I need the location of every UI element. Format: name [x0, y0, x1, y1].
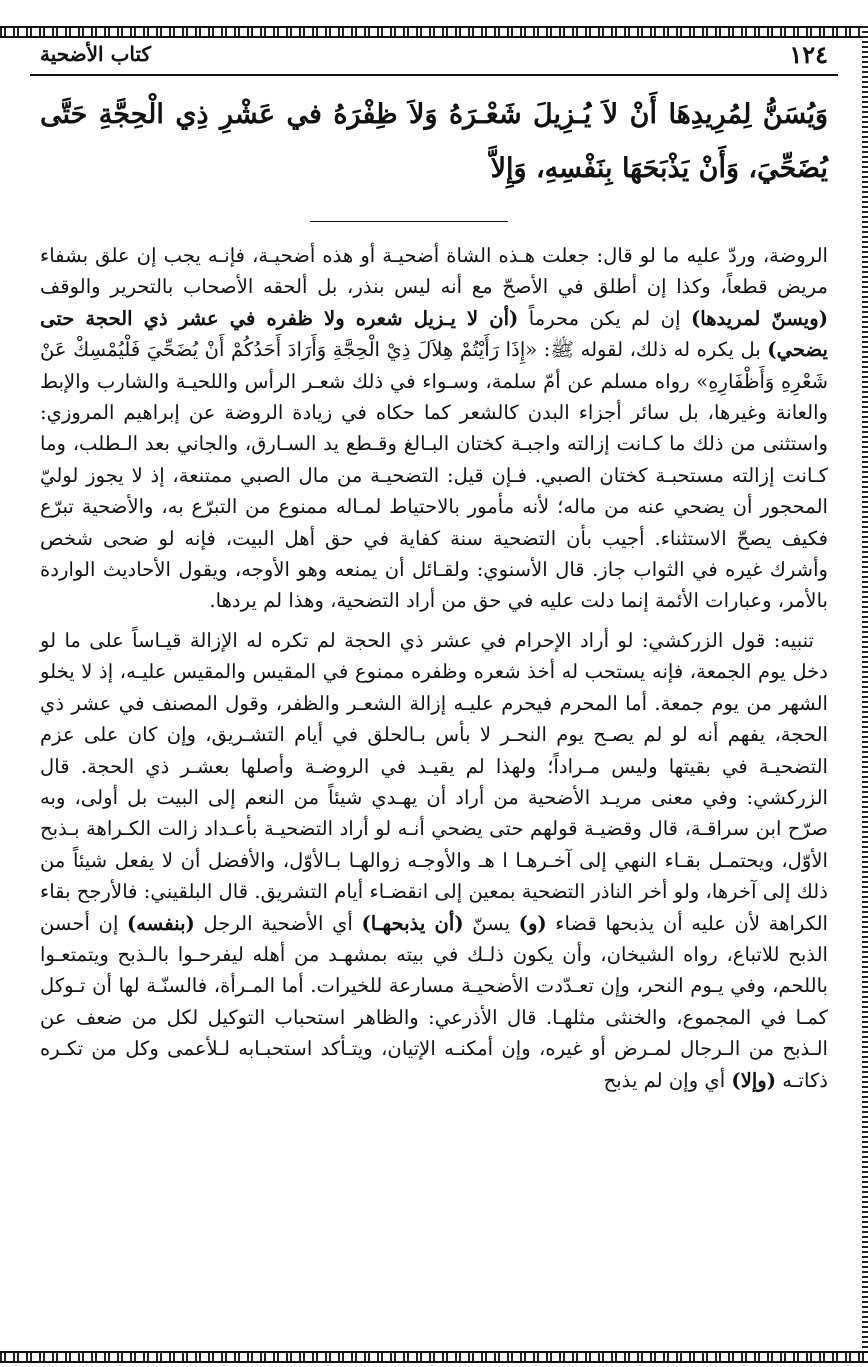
quoted-matn: (ويسنّ لمريدها): [690, 306, 828, 330]
top-ornamental-border: [0, 26, 868, 38]
quoted-matn: (أن يذبحهـا): [361, 911, 464, 935]
matn-divider: [310, 221, 508, 222]
page-header: [40, 40, 828, 70]
page-number: ١٢٤: [789, 40, 828, 69]
commentary-paragraph-2: تنبيه: قول الزركشي: لو أراد الإحرام في عشر ذي الحجة لم تكره له الإزالة قيـاساً على ما لو دخل يوم الجمعة، فإنه يستحب له أخذ شعره وظفره ممنوع في المقيس والمقيس عليـه، إذ لا يخلو الشهر من يوم جمعة. أما المحرم فيحرم عليـه إزالة الشعـر والظفر، وقول المصنف في عشر ذي الحجة، يفهم أنه لو لم يصـح يوم النحـر لا بأس بـالحلق في أيام التشـريق، وإن كان على عزم التضحيـة في بقيتها وليس مـراداً؛ ولهذا لم يقيـد في الروضـة وأصلها بعشـر ذي الحجة. قال الزركشي: وفي معنى مريـد الأضحية من أراد أن يهـدي شيئاً من النعم إلى البيت بل أولى، وبه صرّح ابن سراقـة، قال وقضيـة قولهم حتى يضحي أنـه لو أراد التضحيـة بأعـداد زالت الكـراهة بـذبح الأوّل، ويحتمـل بقـاء النهي إلى آخـرهـا ا هـ والأوجـه زوالهـا بـالأوّل، والأفضل أن لا يفعل شيئاً من ذلك إلى آخرها، ولو أخر الناذر التضحية بمعين إلى انقضـاء أيام التشريق. قال البلقيني: فالأرجح بقاء الكراهة لأن عليه أن يذبحها قضاء (و) يسنّ (أن يذبحهـا) أي الأضحية الرجل (بنفسه) إن أحسن الذبح للاتباع، رواه الشيخان، وأن يكون ذلـك في بيته بمشهـد من أهله ليفرحـوا بالـذبح ويتمتعـوا باللحم، وفي يـوم النحر، وإن تعـدّدت الأضحيـة مسارعة للخيرات. أما المـرأة، فالسنّـة لها أن تـوكل كمـا في المجموع، والخنثى مثلهـا. قال الأذرعي: والظاهر استحباب التوكيل لكل من ضعف عن الـذبح من الـرجال لمـرض أو غيره، وإن أمكنـه الإتيان، ويتـأكد استحبـابه لـلأعمى وكل من تكـره ذكاتـه (وإلا) أي وإن لم يذبح: [40, 628, 828, 1092]
running-title: كتاب الأضحية: [40, 42, 152, 66]
bottom-ornamental-border: [0, 1351, 868, 1363]
quoted-matn: (و): [518, 911, 547, 935]
commentary-body: [40, 240, 828, 1096]
header-divider: [30, 74, 838, 76]
commentary-paragraph-1: الروضة، وردّ عليه ما لو قال: جعلت هـذه الشاة أضحيـة أو هذه أضحيـة، فإنـه يجب إن علق بشفاء مريض قطعاً، وكذا إن أطلق في الأصحّ مع أنه ليس بنذر، بل ألحقه الأصحاب بالتحرير والوقف (ويسنّ لمريدها) إن لم يكن محرماً (أن لا يـزيل شعره ولا ظفره في عشر ذي الحجة حتى يضحي) بل يكره له ذلك، لقوله ﷺ: «إِذَا رَأَيْتُمْ هِلاَلَ ذِيْ الْحِجَّةِ وَأَرَادَ أَحَدُكُمْ أَنْ يُضَحِّيَ فَلْيُمْسِكْ عَنْ شَعْرِهِ وَأَظْفَارِهِ» رواه مسلم عن أمّ سلمة، وسـواء في ذلك شعـر الرأس واللحيـة والشارب والإبط والعانة وغيرها، بل سائر أجزاء البدن كالشعر كما حكاه في زيادة الروضة عن إبراهيم المروزي: واستثنى من ذلك ما كـانت إزالته واجبـة كختان البـالغ وقـطع يد السـارق، والجاني بعد الـطلب، وما كـانت إزالته مستحبـة كختان الصبي. فـإن قيل: التضحيـة من مال الصبي ممتنعة، إذ لا يجوز لوليّ المحجور أن يضحي عنه من ماله؛ لأنه مأمور بالاحتياط لمـاله ممنوع من التبرّع به، والأضحية تبرّع فكيف يصحّ الاستثناء. أجيب بأن التضحية سنة كفاية في حق أهل البيت، فإنه لو ضحى شخص وأشرك غيره في الثواب جاز. قال الأسنوي: ولقـائل أن يمنعه وهو الأوجه، ويقول الأحاديث الواردة بالأمر، وعبارات الأئمة إنما دلت عليه في حق من أراد التضحية، وهذا لم يردها.: [40, 244, 828, 613]
quoted-matn: (بنفسه): [126, 911, 195, 935]
right-ornamental-border: [862, 26, 868, 1363]
quoted-matn: (وإلا): [731, 1068, 777, 1092]
matn-text: وَيُسَنُّ لِمُرِيدِهَا أَنْ لاَ يُـزِيلَ شَعْـرَهُ وَلاَ ظِفْرَهُ في عَشْرِ ذِي الْحِجَّةِ حَتَّى يُضَحِّيَ، وَأَنْ يَذْبَحَهَا بِنَفْسِهِ، وَإِلاَّ: [40, 99, 828, 184]
quoted-matn: (أن لا يـزيل شعره ولا ظفره في عشر ذي الحجة حتى يضحي): [40, 306, 828, 362]
